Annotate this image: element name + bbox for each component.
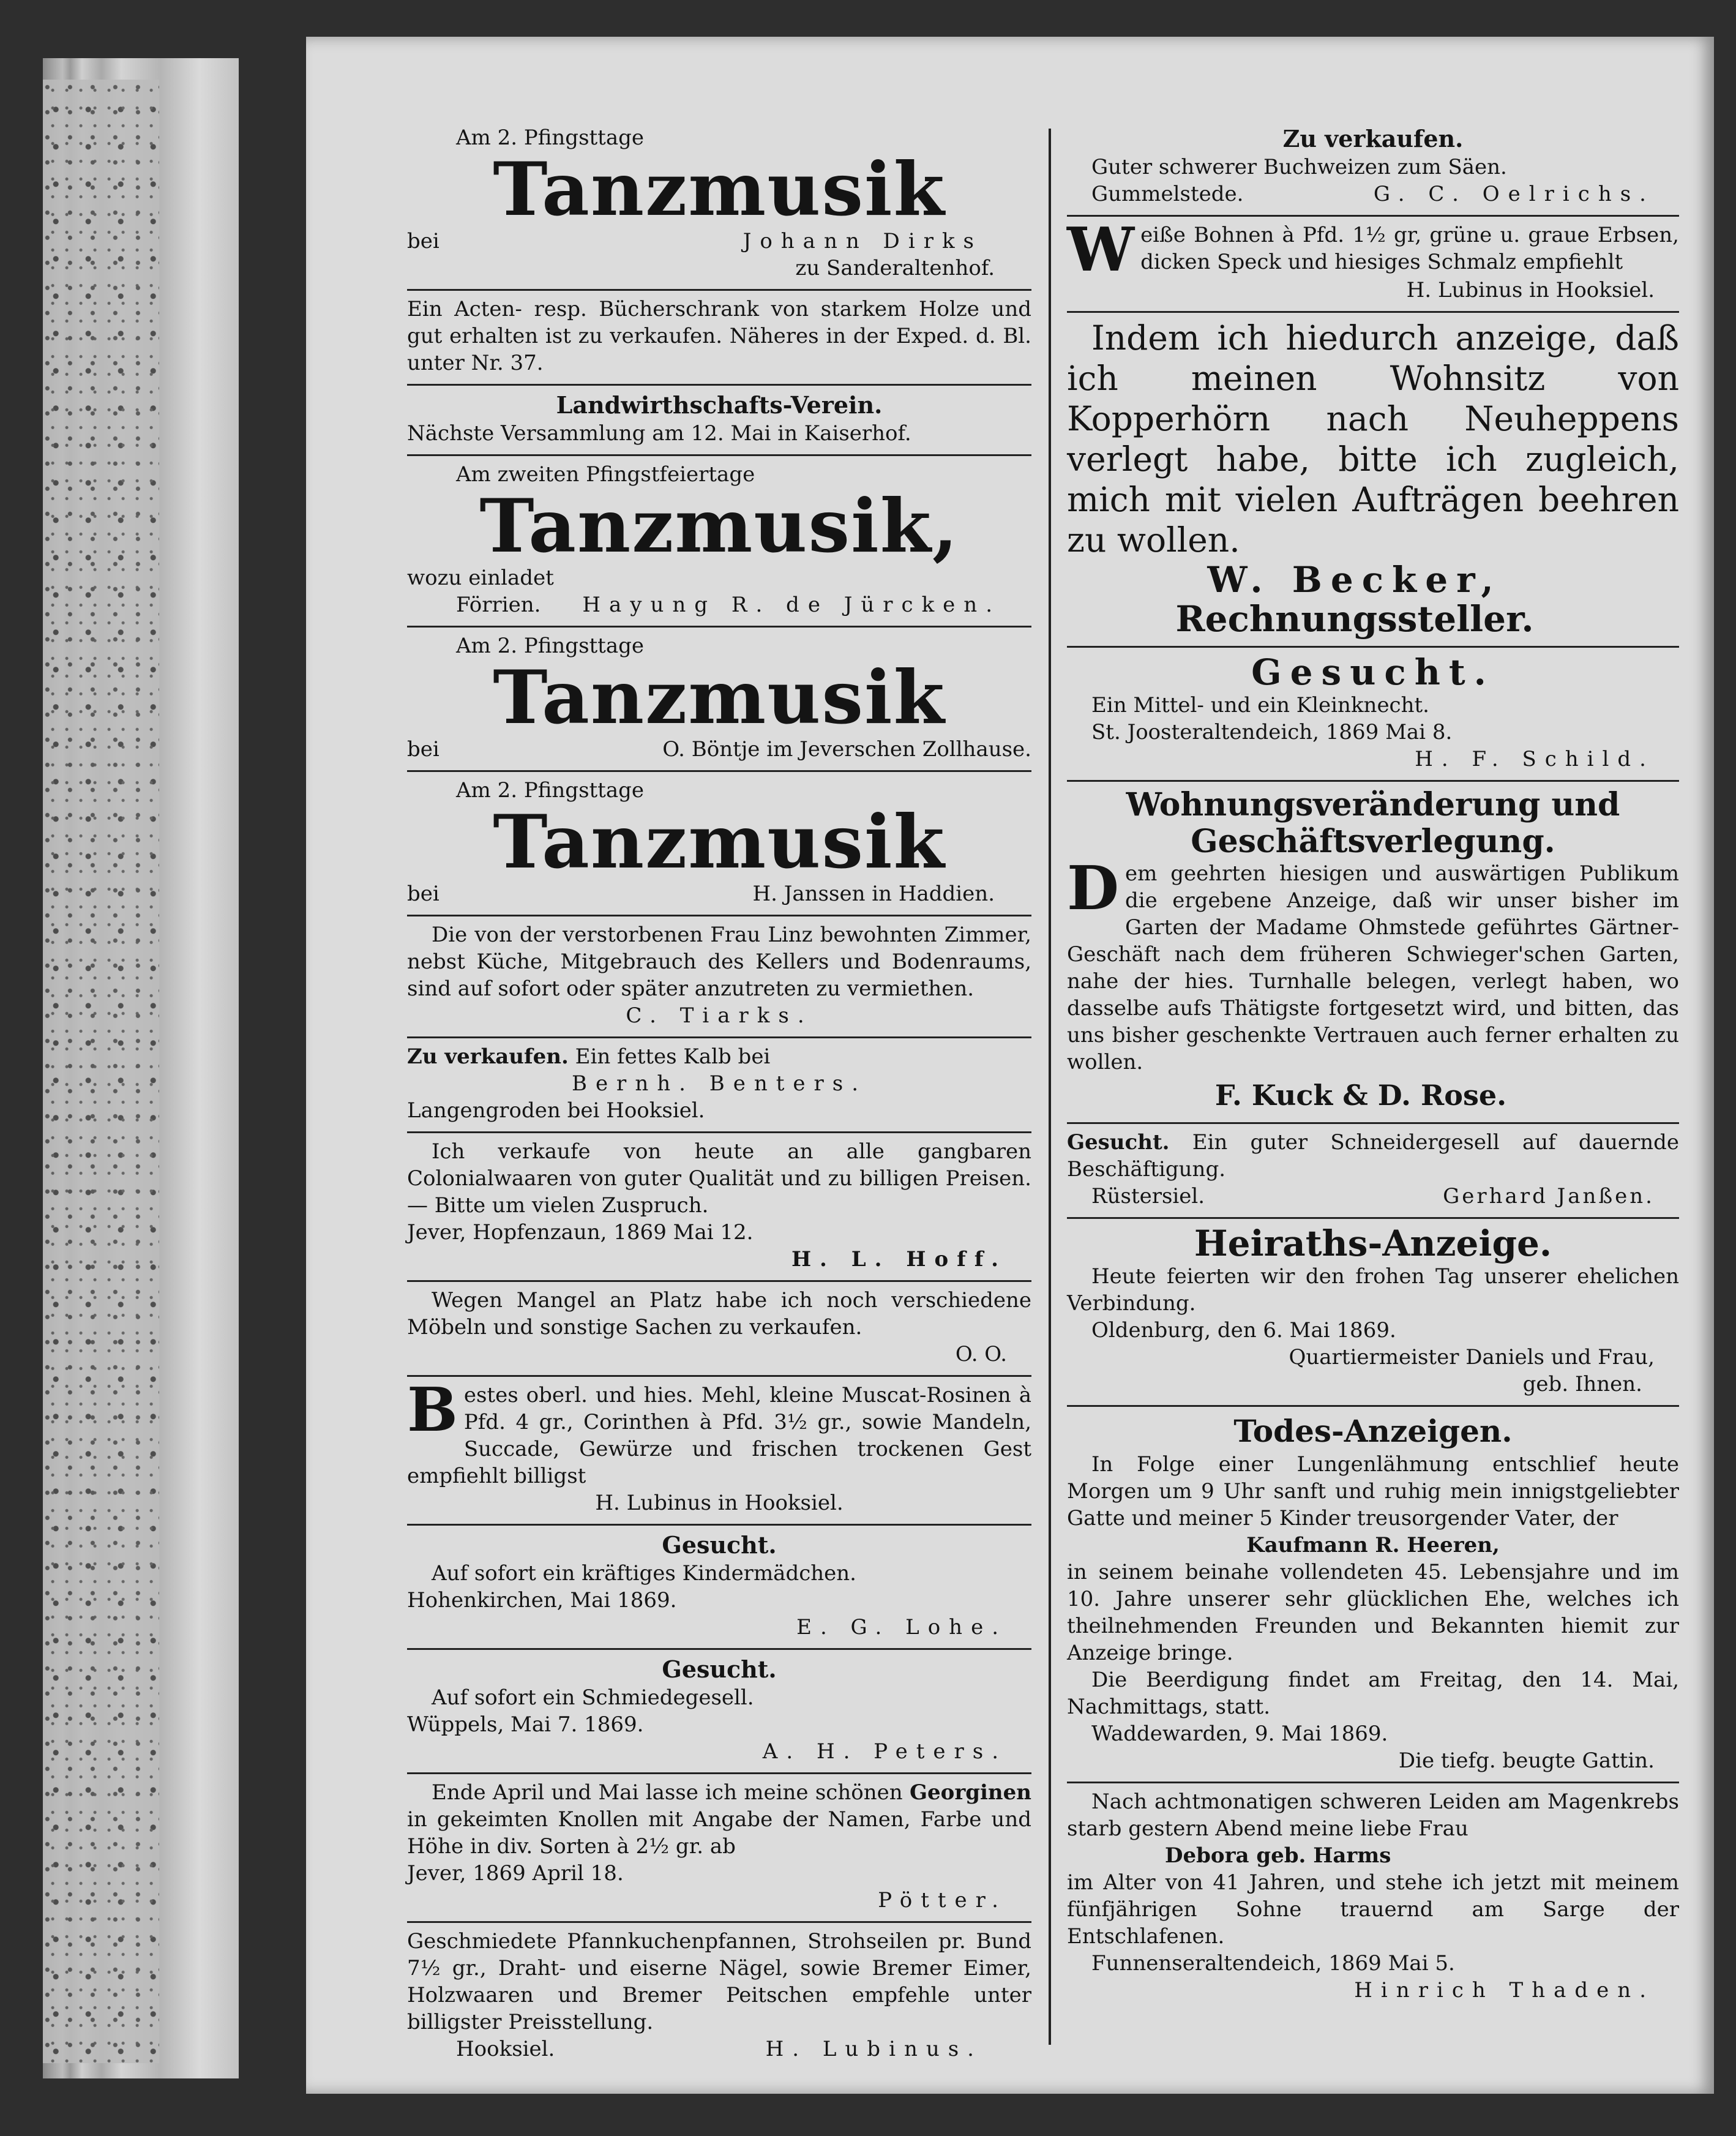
ad-landwirthschaft	[407, 386, 1031, 456]
ad-tanzmusik-boentje	[407, 628, 1031, 772]
ad-text: Ein Acten- resp. Bücherschrank von starkem Holze und gut erhalten ist zu verkaufen. Näheres in der Exped. d. Bl. unter Nr. 37.	[407, 297, 1031, 375]
ad-text: eiße Bohnen à Pfd. 1½ gr, grüne u. graue Erbsen, dicken Speck und hiesiges Schmalz empfiehlt	[1140, 223, 1679, 274]
ad-title: Landwirthschafts-Verein.	[556, 391, 883, 419]
ad-title: Heiraths-Anzeige.	[1194, 1223, 1552, 1264]
ad-geschaeftsverlegung	[1067, 782, 1679, 1124]
ad-text: Geschmiedete Pfannkuchenpfannen, Strohseilen pr. Bund 7½ gr., Draht- und eiserne Nägel, sowie Bremer Eimer, Holzwaaren und Bremer Peitschen empfehle unter billigster Preisstellung.	[407, 1929, 1031, 2034]
ad-sign: O. O.	[955, 1342, 1007, 1366]
ad-line: Am 2. Pfingsttage	[456, 634, 644, 658]
ad-sign: A. H. Peters.	[762, 1739, 1007, 1764]
ad-mehl	[407, 1377, 1031, 1526]
ad-line: Am 2. Pfingsttage	[456, 126, 644, 150]
ad-place: Hooksiel.	[456, 2037, 555, 2061]
ad-text: Die Beerdigung findet am Freitag, den 14. Mai, Nachmittags, statt.	[1067, 1668, 1679, 1719]
ad-date: Hohenkirchen, Mai 1869.	[407, 1588, 677, 1613]
ad-row	[407, 2036, 1031, 2063]
ad-text: in seinem beinahe vollendeten 45. Lebensjahre und im 10. Jahre unserer sehr glücklichen Ehe, welches ich theilnehmenden Freunden und Bekannten hiemit zur Anzeige bringe.	[1067, 1560, 1679, 1665]
ad-text: estes oberl. und hies. Mehl, kleine Muscat-Rosinen à Pfd. 4 gr., Corinthen à Pfd. 3½ gr., sowie Mandeln, Succade, Gewürze und frischen trockenen Gest empfiehlt billigst	[407, 1383, 1031, 1488]
ad-buchweizen	[1067, 119, 1679, 217]
ad-bohnen	[1067, 217, 1679, 313]
ad-text: Auf sofort ein Schmiedegesell.	[432, 1685, 754, 1710]
ad-text: em geehrten hiesigen und auswärtigen Publikum die ergebene Anzeige, daß wir unser bisher im Garten der Madame Ohmstede geführtes Gärtner-Geschäft nach dem früheren Schwieger'schen Garten, nahe der hies. Turnhalle belegen, verlegt haben, wo dasselbe aufs Thätigste fortgesetzt wird, und bitten, das uns bisher geschenkte Vertrauen auch ferner erhalten zu wollen.	[1067, 861, 1679, 1074]
ad-place: Gummelstede.	[1091, 182, 1244, 206]
ad-sign: Pötter.	[878, 1888, 1007, 1913]
ad-place: Rüstersiel.	[1091, 1184, 1205, 1209]
ad-title: Zu verkaufen.	[1282, 125, 1464, 152]
ad-place: Langengroden bei Hooksiel.	[407, 1098, 705, 1123]
ad-lead: Gesucht.	[1067, 1130, 1170, 1155]
ad-sign: C. Tiarks.	[626, 1003, 813, 1028]
ad-knecht	[1067, 648, 1679, 782]
ad-sign: W. Becker,	[1207, 559, 1502, 601]
ad-dropcap: W	[1067, 215, 1135, 285]
ad-text: Ein Mittel- und ein Kleinknecht.	[1091, 693, 1429, 718]
ad-text: Guter schwerer Buchweizen zum Säen.	[1091, 155, 1507, 179]
ad-date: Oldenburg, den 6. Mai 1869.	[1091, 1318, 1396, 1343]
ad-by: bei	[407, 737, 440, 762]
ad-schmiedegesell	[407, 1650, 1031, 1774]
ad-line: Am 2. Pfingsttage	[456, 778, 644, 803]
right-column	[1067, 119, 1679, 2011]
ad-date: Funnenseraltendeich, 1869 Mai 5.	[1091, 1951, 1455, 1976]
ad-display-title: Tanzmusik	[493, 654, 946, 741]
ad-sign: Hinrich Thaden.	[1354, 1978, 1655, 2003]
ad-name: H. Janssen in Haddien.	[752, 882, 995, 906]
left-column	[407, 119, 1031, 2070]
ad-title: Todes-Anzeigen.	[1233, 1413, 1513, 1449]
ad-sign: H. Lubinus in Hooksiel.	[595, 1491, 844, 1515]
ad-sign: H. Lubinus.	[765, 2037, 982, 2061]
ad-text: Nach achtmonatigen schweren Leiden am Magenkrebs starb gestern Abend meine liebe Frau	[1067, 1789, 1679, 1841]
newspaper-page	[306, 37, 1714, 2094]
ad-date: Jever, Hopfenzaun, 1869 Mai 12.	[407, 1220, 754, 1245]
ad-row	[407, 591, 1031, 618]
column-divider	[1049, 129, 1051, 2045]
ad-text: Wegen Mangel an Platz habe ich noch verschiedene Möbeln und sonstige Sachen zu verkaufen.	[407, 1288, 1031, 1340]
ad-sign: H. Lubinus in Hooksiel.	[1406, 278, 1655, 302]
ad-sign: Die tiefg. beugte Gattin.	[1398, 1748, 1655, 1773]
ad-sign: Rechnungssteller.	[1175, 598, 1534, 640]
ad-kindermaedchen	[407, 1526, 1031, 1650]
ad-buecherschrank	[407, 291, 1031, 386]
ad-tanzmusik-dirks	[407, 119, 1031, 291]
ad-title: Gesucht.	[662, 1531, 777, 1559]
ad-line: Am zweiten Pfingstfeiertage	[456, 462, 755, 487]
ad-zimmer	[407, 916, 1031, 1038]
ad-schneidergesell	[1067, 1124, 1679, 1219]
ad-kalb	[407, 1038, 1031, 1133]
ad-sign: H. L. Hoff.	[791, 1247, 1007, 1272]
ad-title: Gesucht.	[1251, 651, 1495, 693]
ad-display-title: Tanzmusik	[493, 799, 946, 885]
ad-name: Kaufmann R. Heeren,	[1246, 1533, 1500, 1557]
ad-lead: Zu verkaufen.	[407, 1044, 569, 1069]
ad-sign: F. Kuck & D. Rose.	[1214, 1079, 1507, 1112]
ad-sign: geb. Ihnen.	[1522, 1372, 1642, 1396]
ad-text: Nächste Versammlung am 12. Mai in Kaiserhof.	[407, 421, 911, 446]
book-marbled-edge	[43, 80, 159, 2063]
ad-date: Jever, 1869 April 18.	[407, 1861, 624, 1886]
ad-bold: Georginen	[909, 1780, 1031, 1805]
ad-name: Debora geb. Harms	[1165, 1843, 1391, 1868]
ad-text: im Alter von 41 Jahren, und stehe ich jetzt mit meinem fünfjährigen Sohne trauernd am Sarge der Entschlafenen.	[1067, 1870, 1679, 1949]
ad-date: Wüppels, Mai 7. 1869.	[407, 1712, 644, 1737]
ad-line: wozu einladet	[407, 566, 554, 590]
ad-display-title: Tanzmusik	[493, 146, 946, 233]
ad-name: Bernh. Benters.	[571, 1071, 867, 1096]
ad-sign: Gerhard Janßen.	[1443, 1184, 1655, 1209]
ad-name: Johann Dirks	[743, 229, 982, 253]
ad-text: Ende April und Mai lasse ich meine schönen	[432, 1780, 903, 1805]
ad-todes-thaden	[1067, 1783, 1679, 2011]
ad-sign: G. C. Oelrichs.	[1373, 182, 1655, 206]
ad-name: Hayung R. de Jürcken.	[582, 593, 1001, 617]
ad-todes-heeren	[1067, 1407, 1679, 1783]
ad-row	[1067, 181, 1679, 208]
ad-text: Auf sofort ein kräftiges Kindermädchen.	[432, 1561, 856, 1586]
ad-place: Förrien.	[456, 593, 541, 617]
ad-place: zu Sanderaltenhof.	[795, 256, 995, 280]
ad-display-title: Tanzmusik,	[479, 483, 959, 569]
ad-text: In Folge einer Lungenlähmung entschlief heute Morgen um 9 Uhr sanft und ruhig mein innigstgeliebter Gatte und meiner 5 Kinder treusorgender Vater, der	[1067, 1452, 1679, 1531]
ad-heiraths	[1067, 1219, 1679, 1407]
ad-row	[1067, 1183, 1679, 1210]
ad-text: Ein guter Schneidergesell auf dauernde Beschäftigung.	[1067, 1130, 1680, 1182]
ad-wohnsitz	[1067, 313, 1679, 648]
ad-colonialwaaren	[407, 1133, 1031, 1282]
ad-title: Gesucht.	[662, 1655, 777, 1683]
ad-tanzmusik-janssen	[407, 772, 1031, 916]
ad-date: Waddewarden, 9. Mai 1869.	[1091, 1722, 1388, 1746]
ad-date: St. Joosteraltendeich, 1869 Mai 8.	[1091, 720, 1453, 744]
ad-by: bei	[407, 882, 440, 906]
ad-sign: Quartiermeister Daniels und Frau,	[1289, 1345, 1655, 1370]
ad-dropcap: D	[1067, 853, 1119, 924]
ad-text: Ein fettes Kalb bei	[575, 1044, 771, 1069]
ad-by: bei	[407, 229, 440, 253]
ad-text: Ich verkaufe von heute an alle gangbaren Colonialwaaren von guter Qualität und zu billigen Preisen. — Bitte um vielen Zuspruch.	[407, 1139, 1031, 1218]
ad-text: Die von der verstorbenen Frau Linz bewohnten Zimmer, nebst Küche, Mitgebrauch des Kellers und Bodenraums, sind auf sofort oder später anzutreten zu vermiethen.	[407, 923, 1031, 1001]
ad-text: in gekeimten Knollen mit Angabe der Namen, Farbe und Höhe in div. Sorten à 2½ gr. ab	[407, 1807, 1031, 1859]
ad-name: O. Böntje im Jeverschen Zollhause.	[662, 737, 1031, 762]
ad-dropcap: B	[407, 1375, 458, 1445]
ad-text: Heute feierten wir den frohen Tag unserer ehelichen Verbindung.	[1067, 1264, 1679, 1316]
ad-georginen	[407, 1774, 1031, 1923]
ad-sign: H. F. Schild.	[1415, 747, 1655, 771]
ad-sign: E. G. Lohe.	[796, 1615, 1007, 1639]
ad-tanzmusik-juercken	[407, 456, 1031, 628]
ad-title: Wohnungsveränderung und Geschäftsverlegung.	[1126, 786, 1620, 860]
ad-pfannkuchenpfannen	[407, 1923, 1031, 2070]
ad-moebeln	[407, 1282, 1031, 1377]
ad-text: Indem ich hiedurch anzeige, daß ich meinen Wohnsitz von Kopperhörn nach Neuheppens verlegt habe, bitte ich zugleich, mich mit vielen Aufträgen beehren zu wollen.	[1067, 318, 1679, 560]
